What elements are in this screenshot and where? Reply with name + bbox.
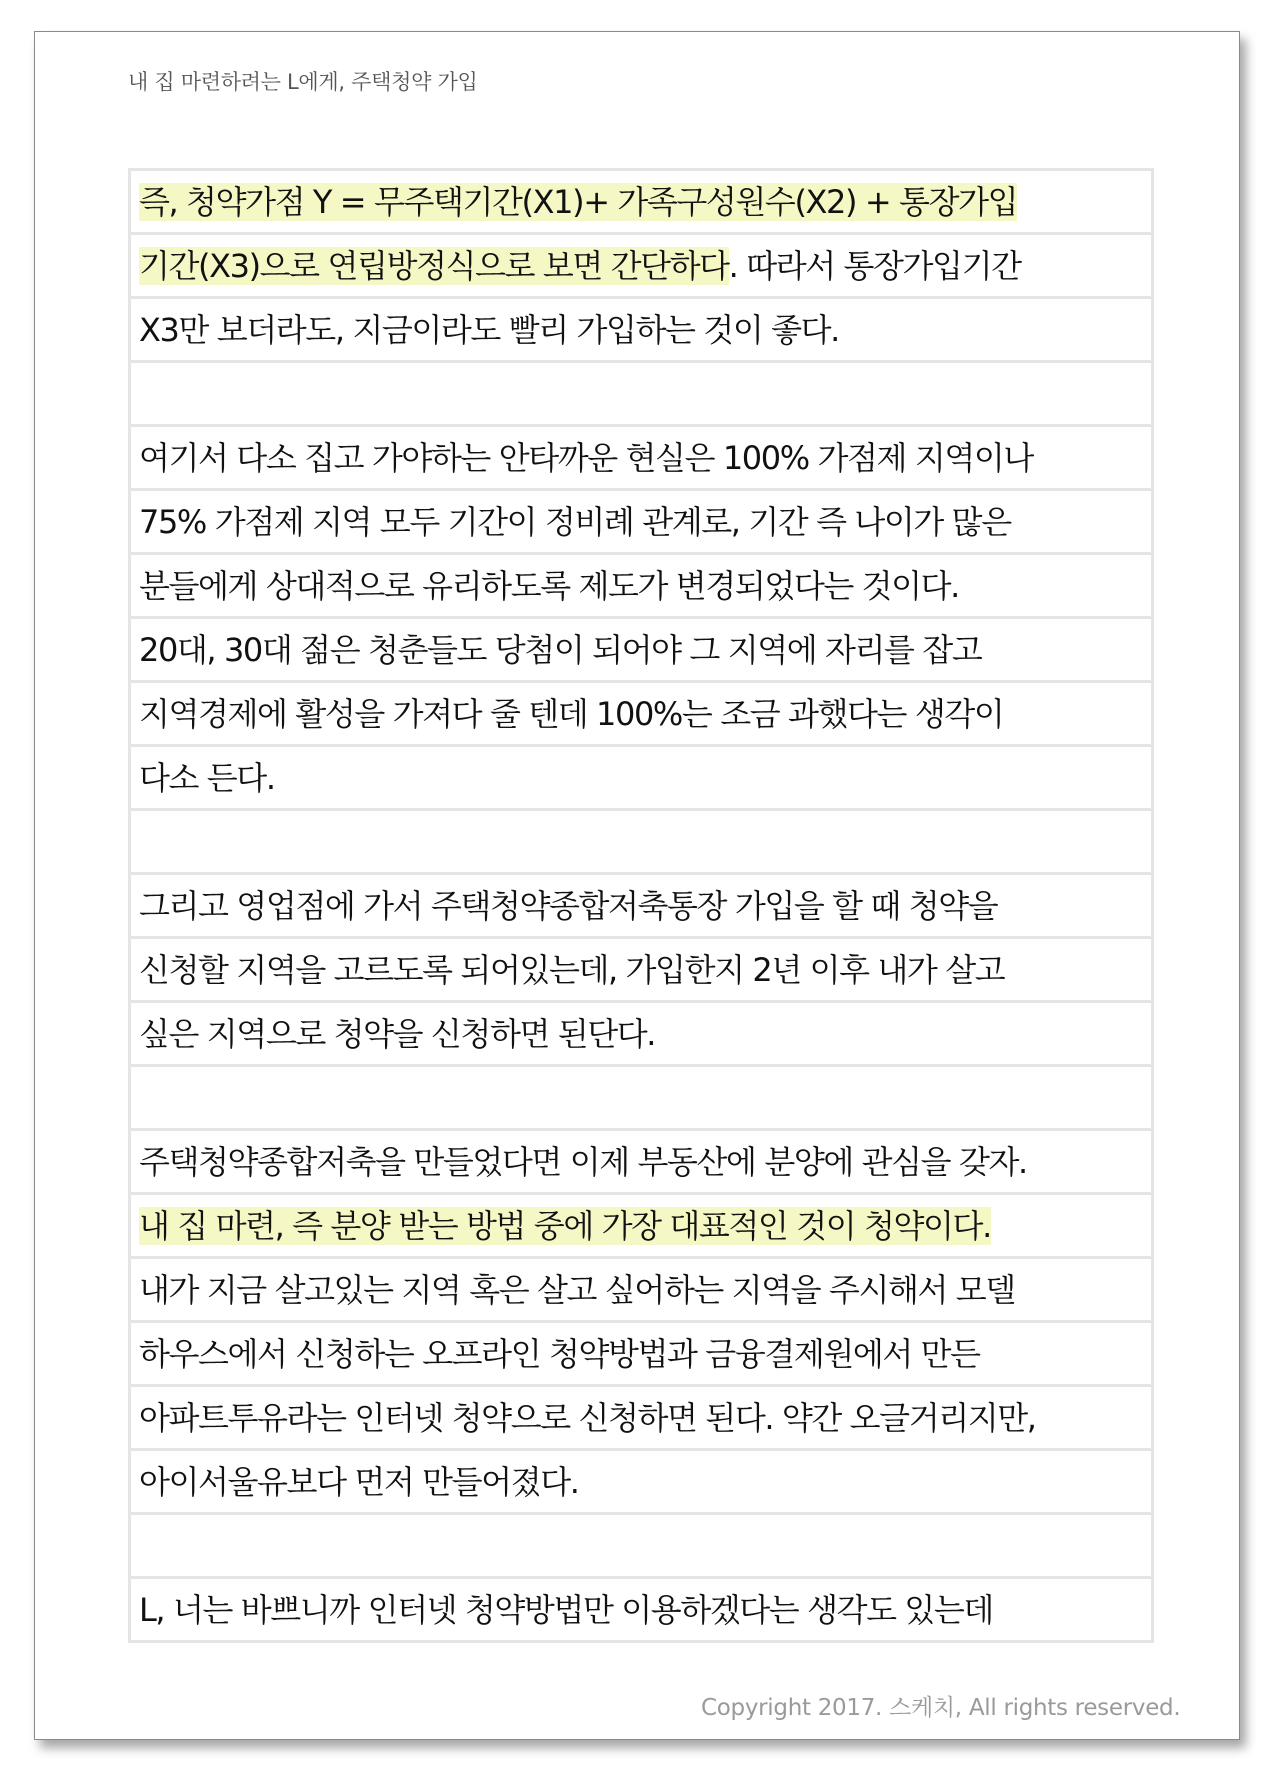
plain-text: 그리고 영업점에 가서 주택청약종합저축통장 가입을 할 때 청약을 [139, 887, 998, 925]
plain-text: 지역경제에 활성을 가져다 줄 텐데 100%는 조금 과했다는 생각이 [139, 695, 1004, 733]
page-header-title: 내 집 마련하려는 L에게, 주택청약 가입 [128, 70, 478, 94]
line-text [139, 693, 1003, 735]
line-text [139, 885, 997, 927]
text-line [131, 299, 1151, 363]
text-line [131, 1259, 1151, 1323]
text-line [131, 619, 1151, 683]
line-text [139, 949, 1004, 991]
line-text [139, 1205, 991, 1247]
line-text [139, 1013, 655, 1055]
line-text [139, 181, 1017, 223]
plain-text: 아파트투유라는 인터넷 청약으로 신청하면 된다. 약간 오글거리지만, [139, 1399, 1036, 1437]
line-text [139, 565, 959, 607]
plain-text: 주택청약종합저축을 만들었다면 이제 부동산에 분양에 관심을 갖자. [139, 1143, 1027, 1181]
line-text [139, 1397, 1036, 1439]
plain-text: 여기서 다소 집고 가야하는 안타까운 현실은 100% 가점제 지역이나 [139, 439, 1033, 477]
ruled-text-block [128, 168, 1154, 1643]
highlighted-text: 기간(X3)으로 연립방정식으로 보면 간단하다 [139, 247, 729, 285]
plain-text: 신청할 지역을 고르도록 되어있는데, 가입한지 2년 이후 내가 살고 [139, 951, 1005, 989]
text-line [131, 939, 1151, 1003]
line-text [139, 245, 1021, 287]
plain-text: 싶은 지역으로 청약을 신청하면 된단다. [139, 1015, 656, 1053]
text-line [131, 1451, 1151, 1515]
plain-text: 다소 든다. [139, 759, 275, 797]
text-line [131, 1067, 1151, 1131]
line-text [139, 1269, 1015, 1311]
line-text [139, 437, 1033, 479]
line-text [139, 1589, 993, 1631]
copyright-footer: Copyright 2017. 스케치, All rights reserved. [701, 1695, 1181, 1721]
text-line [131, 555, 1151, 619]
text-line [131, 427, 1151, 491]
line-text [139, 1141, 1027, 1183]
plain-text: L, 너는 바쁘니까 인터넷 청약방법만 이용하겠다는 생각도 있는데 [139, 1591, 993, 1629]
text-line [131, 1195, 1151, 1259]
highlighted-text: 즉, 청약가점 Y = 무주택기간(X1)+ 가족구성원수(X2) + 통장가입 [139, 183, 1018, 221]
text-line [131, 747, 1151, 811]
text-line [131, 363, 1151, 427]
line-text [139, 309, 839, 351]
text-line [131, 1515, 1151, 1579]
line-text [139, 757, 275, 799]
line-text [139, 501, 1011, 543]
text-line [131, 1131, 1151, 1195]
line-text [139, 629, 981, 671]
document-page [34, 31, 1240, 1740]
plain-text: . 따라서 통장가입기간 [728, 247, 1021, 285]
text-line [131, 1323, 1151, 1387]
text-line [131, 1003, 1151, 1067]
plain-text: X3만 보더라도, 지금이라도 빨리 가입하는 것이 좋다. [139, 311, 839, 349]
line-text [139, 1461, 579, 1503]
text-line [131, 875, 1151, 939]
plain-text: 하우스에서 신청하는 오프라인 청약방법과 금융결제원에서 만든 [139, 1335, 980, 1373]
text-line [131, 1387, 1151, 1451]
line-text [139, 1333, 980, 1375]
text-line [131, 811, 1151, 875]
plain-text: 아이서울유보다 먼저 만들어졌다. [139, 1463, 579, 1501]
plain-text: 20대, 30대 젊은 청춘들도 당첨이 되어야 그 지역에 자리를 잡고 [139, 631, 982, 669]
text-line [131, 491, 1151, 555]
text-line [131, 235, 1151, 299]
text-line [131, 171, 1151, 235]
highlighted-text: 내 집 마련, 즉 분양 받는 방법 중에 가장 대표적인 것이 청약이다. [139, 1207, 991, 1245]
plain-text: 75% 가점제 지역 모두 기간이 정비례 관계로, 기간 즉 나이가 많은 [139, 503, 1011, 541]
plain-text: 내가 지금 살고있는 지역 혹은 살고 싶어하는 지역을 주시해서 모델 [139, 1271, 1015, 1309]
text-line [131, 683, 1151, 747]
plain-text: 분들에게 상대적으로 유리하도록 제도가 변경되었다는 것이다. [139, 567, 959, 605]
text-line [131, 1579, 1151, 1643]
